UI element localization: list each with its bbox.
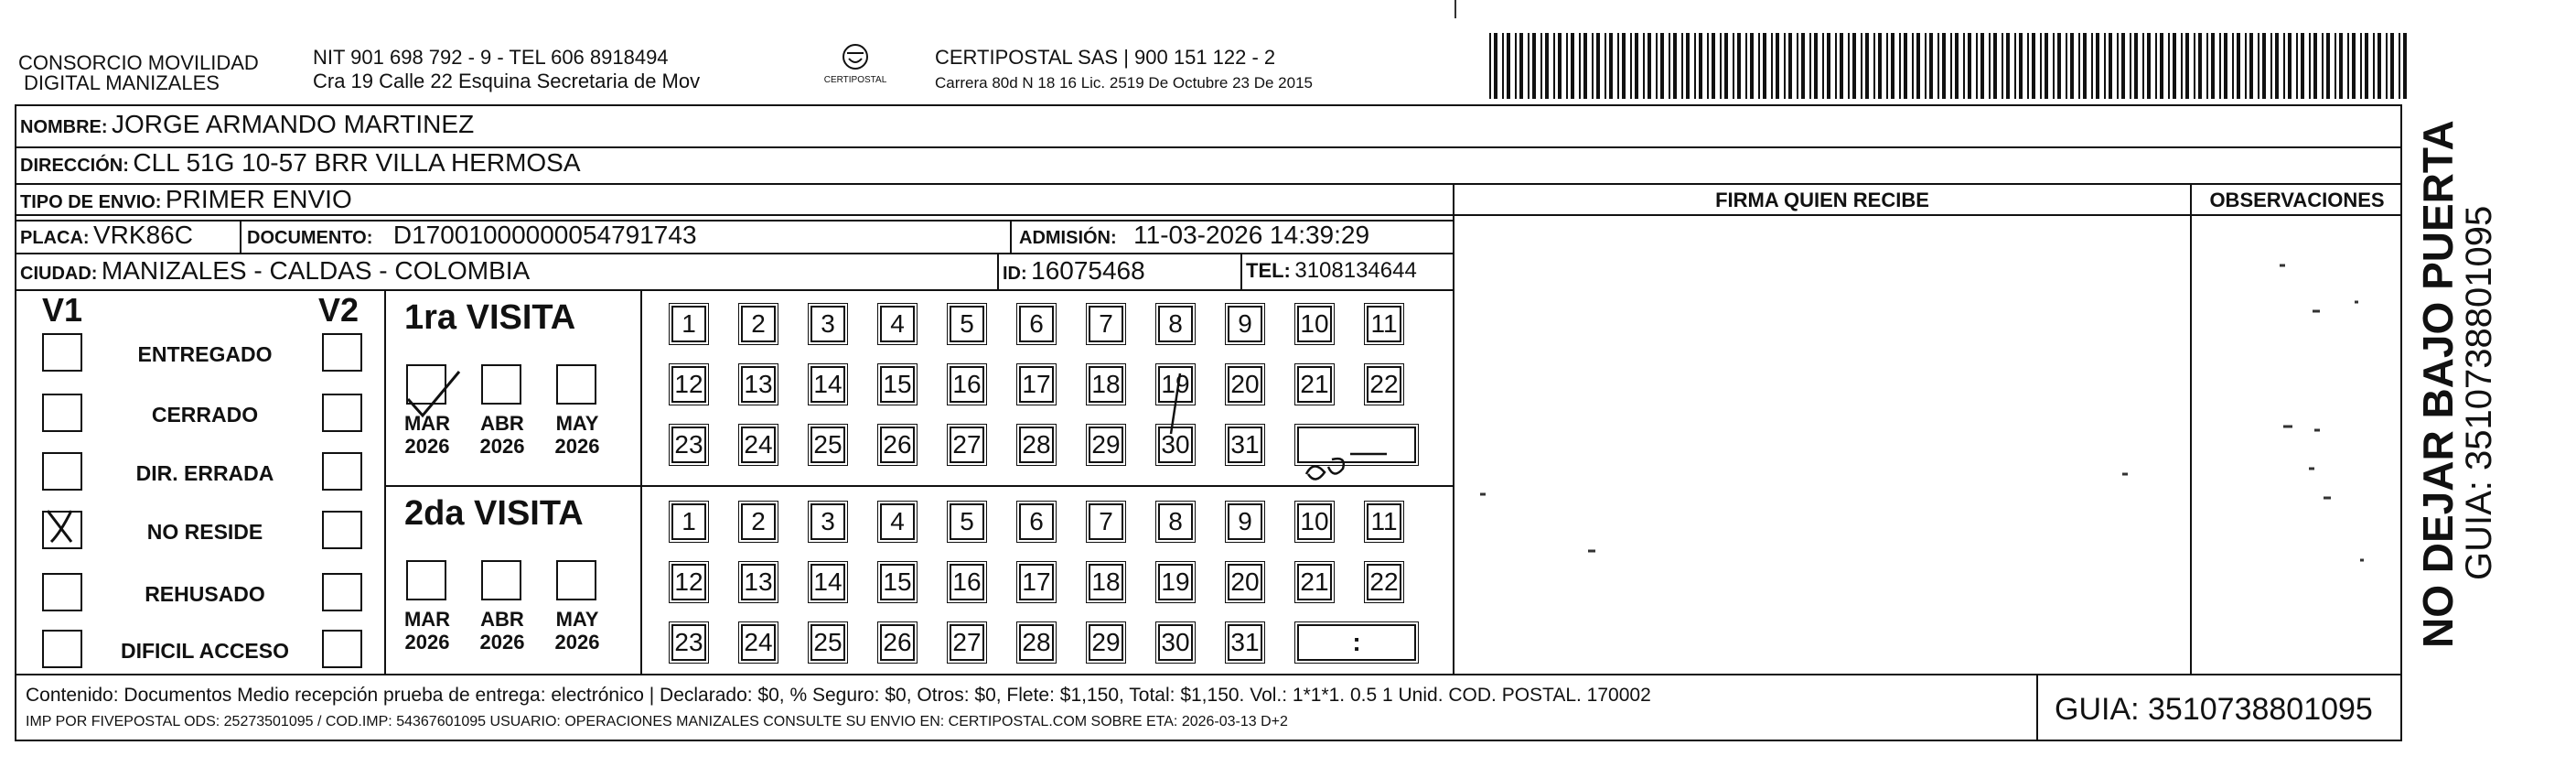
- day-box[interactable]: 31: [1228, 427, 1262, 463]
- admision-value: 11-03-2026 14:39:29: [1133, 221, 1370, 249]
- day-box[interactable]: 28: [1019, 624, 1054, 661]
- month-year: 2026: [479, 631, 525, 654]
- day-box[interactable]: 25: [810, 624, 845, 661]
- day-box[interactable]: 6: [1019, 503, 1054, 540]
- tipo-envio-label: TIPO DE ENVIO:: [20, 192, 162, 212]
- day-box[interactable]: 21: [1297, 564, 1332, 600]
- day-box[interactable]: 2: [741, 306, 776, 342]
- footer-guia-divider: [2036, 674, 2038, 741]
- logo-text: CERTIPOSTAL: [823, 75, 887, 85]
- nombre-label: NOMBRE:: [20, 117, 108, 137]
- day-box[interactable]: 29: [1089, 427, 1123, 463]
- id-value: 16075468: [1031, 256, 1145, 285]
- month-name: ABR: [480, 608, 524, 631]
- month-year: 2026: [404, 631, 450, 654]
- observaciones-header: OBSERVACIONES: [2209, 189, 2385, 211]
- status-option-label: NO RESIDE: [146, 520, 263, 544]
- day-box[interactable]: 18: [1089, 366, 1123, 403]
- day-box[interactable]: 26: [880, 624, 915, 661]
- day-box[interactable]: 26: [880, 427, 915, 463]
- month-name: MAY: [555, 608, 599, 631]
- day-box[interactable]: 19: [1158, 366, 1193, 403]
- id-label: ID:: [1003, 264, 1027, 284]
- carrier-address: Carrera 80d N 18 16 Lic. 2519 De Octubre 23 De 2015: [935, 74, 1313, 92]
- admision-label: ADMISIÓN:: [1019, 228, 1117, 248]
- day-box[interactable]: 9: [1228, 503, 1262, 540]
- placa-label: PLACA:: [20, 228, 90, 248]
- company-nit: NIT 901 698 792 - 9 - TEL 606 8918494: [313, 46, 669, 69]
- day-box[interactable]: 6: [1019, 306, 1054, 342]
- day-box[interactable]: 13: [741, 564, 776, 600]
- day-box[interactable]: 15: [880, 366, 915, 403]
- day-box[interactable]: 27: [950, 624, 984, 661]
- status-option-label: CERRADO: [151, 403, 259, 427]
- day-box[interactable]: 11: [1367, 503, 1401, 540]
- day-box[interactable]: 30: [1158, 624, 1193, 661]
- month-year: 2026: [554, 631, 600, 654]
- status-option-label: DIR. ERRADA: [135, 461, 274, 485]
- warning-vertical: NO DEJAR BAJO PUERTA: [2414, 120, 2462, 648]
- month-name: MAR: [403, 412, 451, 435]
- day-box[interactable]: 24: [741, 624, 776, 661]
- month-year: 2026: [404, 435, 450, 458]
- month-name: MAR: [403, 608, 451, 631]
- visit1-title: 1ra VISITA: [404, 298, 576, 337]
- ciudad-label: CIUDAD:: [20, 264, 98, 284]
- day-box[interactable]: 15: [880, 564, 915, 600]
- tipo-envio-value: PRIMER ENVIO: [165, 185, 352, 213]
- company-address: Cra 19 Calle 22 Esquina Secretaria de Mov: [313, 70, 701, 92]
- company-name-line2: DIGITAL MANIZALES: [24, 71, 220, 94]
- ciudad-value: MANIZALES - CALDAS - COLOMBIA: [101, 256, 531, 285]
- day-box[interactable]: 31: [1228, 624, 1262, 661]
- status-option-label: ENTREGADO: [137, 342, 273, 366]
- footer-contenido: Contenido: Documentos Medio recepción prueba de entrega: electrónico | Declarado: $0, % Seguro: $0, Otros: $0, Flete: $1,150, Total: $1,150. Vol.: 1*1*1. 0.5 1 Unid. COD. POSTAL. 170002: [26, 685, 1651, 706]
- company-name-line1: CONSORCIO MOVILIDAD: [18, 51, 259, 74]
- day-box[interactable]: 17: [1019, 564, 1054, 600]
- visit2-title: 2da VISITA: [404, 494, 584, 533]
- day-box[interactable]: 14: [810, 564, 845, 600]
- day-box[interactable]: 12: [671, 366, 706, 403]
- day-box[interactable]: 23: [671, 624, 706, 661]
- footer-imp: IMP POR FIVEPOSTAL ODS: 25273501095 / COD.IMP: 54367601095 USUARIO: OPERACIONES MANIZALES CONSULTE SU ENVIO EN: CERTIPOSTAL.COM SOBRE ETA: 2026-03-13 D+2: [26, 714, 1288, 729]
- day-box[interactable]: 20: [1228, 564, 1262, 600]
- day-box[interactable]: 7: [1089, 503, 1123, 540]
- day-box[interactable]: 5: [950, 306, 984, 342]
- guia-vertical: GUIA: 3510738801095: [2459, 205, 2499, 580]
- status-option-label: REHUSADO: [145, 582, 265, 606]
- day-box[interactable]: 10: [1297, 503, 1332, 540]
- day-box[interactable]: 20: [1228, 366, 1262, 403]
- day-box[interactable]: 2: [741, 503, 776, 540]
- time-box[interactable]: :: [1297, 624, 1416, 661]
- status-option-label: DIFICIL ACCESO: [120, 639, 289, 663]
- day-box[interactable]: 21: [1297, 366, 1332, 403]
- direccion-label: DIRECCIÓN:: [20, 156, 129, 176]
- day-box[interactable]: 12: [671, 564, 706, 600]
- day-box[interactable]: 29: [1089, 624, 1123, 661]
- day-box[interactable]: 4: [880, 503, 915, 540]
- v2-header: V2: [318, 291, 360, 329]
- month-year: 2026: [479, 435, 525, 458]
- day-box[interactable]: 28: [1019, 427, 1054, 463]
- day-box[interactable]: 24: [741, 427, 776, 463]
- day-box[interactable]: 3: [810, 306, 845, 342]
- documento-value: D17001000000054791743: [392, 221, 697, 249]
- direccion-value: CLL 51G 10-57 BRR VILLA HERMOSA: [133, 148, 581, 177]
- documento-label: DOCUMENTO:: [247, 228, 373, 248]
- day-box[interactable]: 22: [1367, 564, 1401, 600]
- day-box[interactable]: 1: [671, 306, 706, 342]
- day-box[interactable]: 5: [950, 503, 984, 540]
- day-box[interactable]: 11: [1367, 306, 1401, 342]
- day-box[interactable]: 8: [1158, 503, 1193, 540]
- day-box[interactable]: 1: [671, 503, 706, 540]
- firma-header: FIRMA QUIEN RECIBE: [1715, 189, 1929, 211]
- day-box[interactable]: 14: [810, 366, 845, 403]
- month-year: 2026: [554, 435, 600, 458]
- placa-value: VRK86C: [93, 221, 193, 249]
- carrier-name: CERTIPOSTAL SAS | 900 151 122 - 2: [935, 46, 1276, 69]
- day-box[interactable]: 16: [950, 366, 984, 403]
- month-name: ABR: [480, 412, 524, 435]
- day-box[interactable]: 22: [1367, 366, 1401, 403]
- day-box[interactable]: 7: [1089, 306, 1123, 342]
- day-box[interactable]: 30: [1158, 427, 1193, 463]
- day-box[interactable]: 4: [880, 306, 915, 342]
- day-box[interactable]: 16: [950, 564, 984, 600]
- day-box[interactable]: 8: [1158, 306, 1193, 342]
- day-box[interactable]: 25: [810, 427, 845, 463]
- day-box[interactable]: 19: [1158, 564, 1193, 600]
- day-box[interactable]: 10: [1297, 306, 1332, 342]
- day-box[interactable]: 17: [1019, 366, 1054, 403]
- footer-guia: GUIA: 3510738801095: [2055, 692, 2373, 727]
- day-box[interactable]: 3: [810, 503, 845, 540]
- day-box[interactable]: 23: [671, 427, 706, 463]
- v1-header: V1: [42, 291, 83, 329]
- tel-value: 3108134644: [1294, 258, 1417, 283]
- month-name: MAY: [555, 412, 599, 435]
- nombre-value: JORGE ARMANDO MARTINEZ: [112, 110, 475, 138]
- day-box[interactable]: 9: [1228, 306, 1262, 342]
- day-box[interactable]: 18: [1089, 564, 1123, 600]
- day-box[interactable]: 27: [950, 427, 984, 463]
- day-box[interactable]: 13: [741, 366, 776, 403]
- tel-label: TEL:: [1246, 259, 1291, 282]
